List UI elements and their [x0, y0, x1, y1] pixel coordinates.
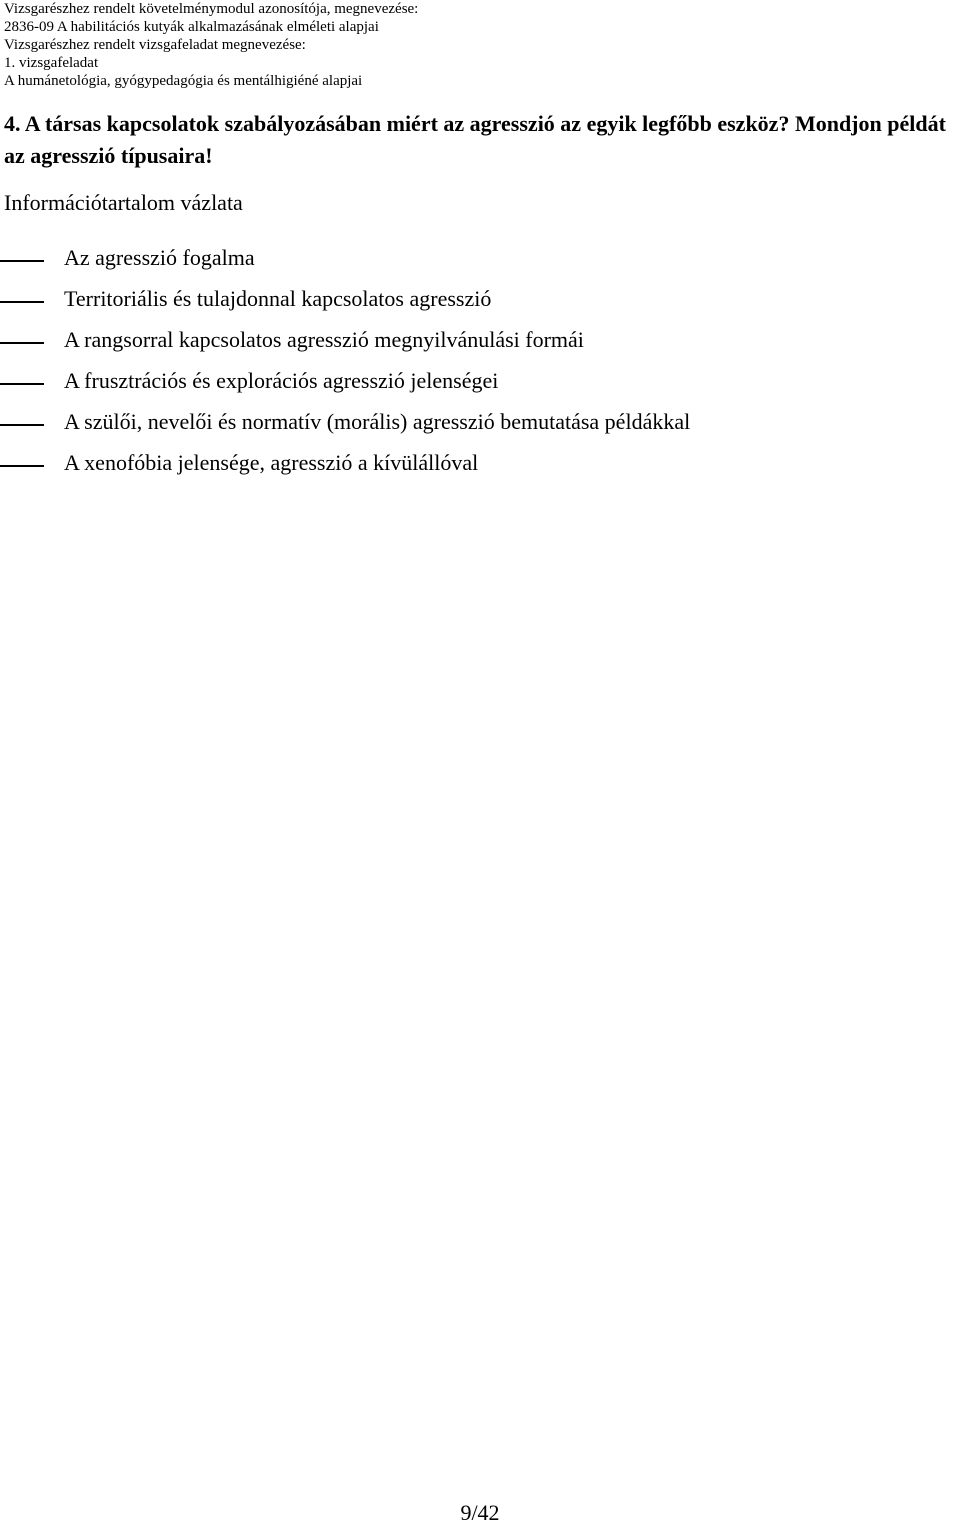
list-item	[0, 448, 940, 489]
header-task-label: Vizsgarészhez rendelt vizsgafeladat megnevezése:	[4, 37, 306, 53]
list-item	[0, 366, 940, 407]
list-item	[0, 325, 940, 366]
list-item-text: A xenofóbia jelensége, agresszió a kívülállóval	[64, 450, 479, 475]
list-item	[0, 407, 940, 448]
list-item-text: A szülői, nevelői és normatív (morális) agresszió bemutatása példákkal	[64, 409, 691, 434]
document-header	[4, 0, 944, 90]
list-item	[0, 284, 940, 325]
list-item-text: A rangsorral kapcsolatos agresszió megnyilvánulási formái	[64, 327, 584, 352]
dash-bullet-icon	[0, 383, 44, 385]
list-item-text: Az agresszió fogalma	[64, 245, 255, 270]
dash-bullet-icon	[0, 301, 44, 303]
dash-bullet-icon	[0, 342, 44, 344]
list-item	[0, 243, 940, 284]
header-task-name: A humánetológia, gyógypedagógia és mentálhigiéné alapjai	[4, 73, 363, 89]
dash-bullet-icon	[0, 260, 44, 262]
dash-bullet-icon	[0, 424, 44, 426]
outline-title: Információtartalom vázlata	[4, 190, 243, 215]
page-number: 9/42	[460, 1500, 500, 1525]
header-module-name: 2836-09 A habilitációs kutyák alkalmazásának elméleti alapjai	[4, 19, 379, 35]
dash-bullet-icon	[0, 465, 44, 467]
question-heading: 4. A társas kapcsolatok szabályozásában miért az agresszió az egyik legfőbb eszköz? Mondjon példát az agresszió típusaira!	[4, 111, 946, 168]
list-item-text: Territoriális és tulajdonnal kapcsolatos agresszió	[64, 286, 492, 311]
outline-list	[0, 243, 940, 489]
header-task-number: 1. vizsgafeladat	[4, 55, 99, 71]
list-item-text: A frusztrációs és explorációs agresszió jelenségei	[64, 368, 499, 393]
header-module-label: Vizsgarészhez rendelt követelménymodul azonosítója, megnevezése:	[4, 1, 419, 17]
